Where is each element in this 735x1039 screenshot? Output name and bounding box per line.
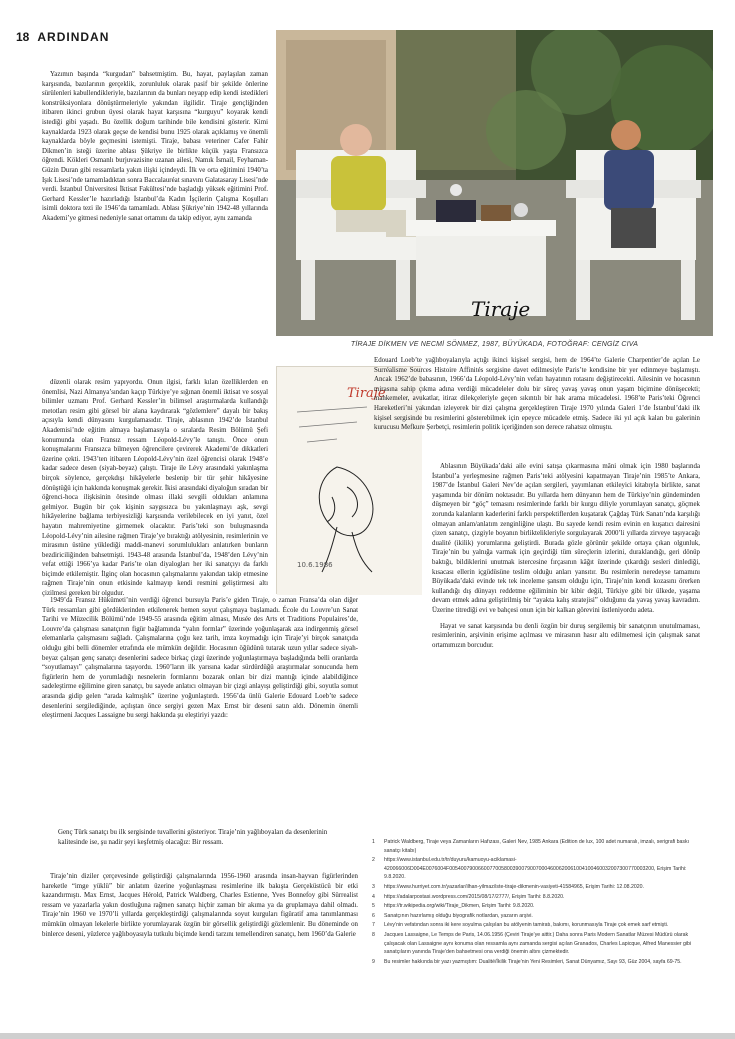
section-title: ARDINDAN [37, 30, 110, 44]
paragraph: düzenli olarak resim yapıyordu. Onun ilgisi, farklı kılan özelliklerden en önemlisi, Nazi Almanya’sından kaçıp Türkiye’ye sığınan önemli iktisat ve sosyal bilimler uzmanı Prof. Gerhard Kessler’in bilimsel araştırmalarda kullandığı metotları resim gibi görsel bir alana kaydırarak “gözlemlere” dayalı bir bakış açısıyla kendi dünyasını kurgulamasıdır. Tiraje, ablasının 1942’de İstanbul Akademisi’nde eğitim almaya başlamasıyla o sıralarda Resim Bölümü Şefi konumunda olan Fransız ressam Léopold-Lévy’le tanıştı. Önce onun konuşmalarını Fransızca bilmeyen öğrencilere çevirerek Akademi’de dikkatleri üzerine çekti. 1943’ten itibaren Léopold-Lévy’nin özel öğrencisi olarak 1948’e kadar sadece desen (siyah-beyaz) çalıştı. Tiraje ile Lévy arasındaki yakınlaşma birçok söylence, gerçekdışı hikâyelerle beslenip bir tür şehir hikâyesine dönüştüğü için hakkında konuşmak gerekir. İkisi arasındaki diyaloğun sıradan bir öğrenci-hoca ilişkisinin ötesinde olması illaki sevgili oldukları anlamına gelmiyor. Bugün bir çok kişinin saygısızca bu yakınlaşmayı aşk, sevgi hikâyelerine bağlama terbiyesizliği karşısında verilebilecek en iyi yanıt, özel hayatın mahremiyetine girmemek olacaktır. Paris’teki son buluşmasında Léopold-Lévy’nin ailesine rağmen Tiraje’ye bıraktığı atölyesinin, resimlerinin ve mirasının üstüne yüklediği maddi-manevi sorumlulukları anlatırken bunların bezdiriciliğinden bahsetmişti. 1943-48 arasında İstanbul’da, 1948’den Lévy’nin vefat ettiği 1966’ya kadar Paris’te olan diyalogları her iki sanatçıyı da farklı biçimde etkilemiştir. İlginç olan hocasının çalışmalarını yakından takip etmesine rağmen Tiraje’nin onun etkisinde kalmayıp kendi resmini geliştirmesi altı çizilmesi gereken bir olgudur. [42, 379, 268, 598]
footnote: 7 Lévy’nin vefatından sonra iki kere soyulma çalışılan bu atölyenin tamiratı, bakımı, korunmasıyla Tiraje çok emek sarf etmişti. [372, 922, 669, 929]
footnote: 2 https://www.istanbul.edu.tr/tr/duyuru/kamuoyu-aciklamasi-420066006D004E0076004F00540079006600770058003900790070004600620061004100460032007300770003200, Erişim Tarihi: 9.8.2020. [372, 857, 687, 881]
paragraph: Edouard Loeb’te yağlıboyalarıyla açtığı ikinci kişisel sergisi, hem de 1964’te Galerie Charpentier’de açılan Le Surréalisme Sources Histoire Affinités sergisine davet edilmesiyle Paris’te kendisine bir yer edinmeye başlamıştı. Ancak 1962’de babasının, 1966’da Léopold-Lévy’nin vefatı hayatının rotasını değiştirecekti. Ailesinin ve hocasının mirasına sahip çıkma adına verdiği mücadeleler dolu bir süreç yavaş yavaş onun yaşam biçimine dönüşecekti; mahkemeler, avukatlar, itiraz dilekçeleriyle geçen sıkıntılı bir hak arama mücadelesi. 1968’te Paris’teki Öğrenci Hareketleri’ni yakından izleyerek bir dizi çalışma gerçekleştiren Tiraje 1970 yılında Galeri 1’de İstanbul’daki ilk kişisel sergisinde bu resimlerini gösterebilmek için epeyce mücadele etmiş. Sadece iki yıl açık kalan bu galerinin kurucusu Mefkure Şerbetçi, resimlerin politik içeriğinden son derece rahatsız olmuştu. [374, 357, 700, 432]
photograph-illustration [276, 30, 713, 336]
footnotes [372, 838, 702, 967]
main-photograph [276, 30, 713, 336]
article-column-right-mid [432, 462, 700, 650]
paragraph: 1949’da Fransız Hükümeti’nin verdiği öğrenci bursuyla Paris’e giden Tiraje, o zaman Fransa’da olan diğer Türk ressamları gibi gördüklerinden etkilenerek hemen soyut çalışmaya başlamadı. École du Louvre’un Sanat Tarihi ve Müzecilik Bölümü’nde 1949-55 arasında eğitim alması, Musée des Arts et Traditions Populaires’de, Louvre’da çalışması sanatçının figür bağlamında “yalın formlar” üzerinde yoğunlaşarak aza indirgenmiş görsel elemanlarla çalışmasını sağladı. Çalışmalarına çoğu kez tarih, imza koymadığı için Tiraje’yi birçok sanatçıda olduğu gibi belli dönemler etrafında ele mümkün değildir. Hocasının öğüdünü tutarak uzun yıllar sadece siyah-beyaz çalışan genç sanatçı desenlerini sadece birkaç çizgi üzerinde yoğunlaştırmaya başladığında belli oranlarda “soyutlamayı” çalışmalarına taşıyordu. 1960’ların ilk yarısına kadar sürdürdüğü araştırmalar sonucunda hem figürlerin hem de yorumladığı nesnelerin formlarını bozarak onları bir dizi mantığı içinde alabildiğince sadeleştirme eğilimine giren sanatçı, bu sayede anlatıcı olmayan bir çizgi anlayışı geliştirdiği gibi, soyutla somut arasında gidip gelen “arada kalmışlık” üzerine yoğunlaştırdı. 1956’da ünlü Galerie Edouard Loeb’te sadece desenlerini sergilediğinde, açılıştan önce sergiyi gezen Max Ernst bir deseni satın aldı. Dönemin önemli eleştirmeni Jacques Lassaigne bu sergi hakkında şu eleştiriyi yazdı: [42, 597, 358, 720]
footnote: 5 https://tr.wikipedia.org/wiki/Tiraje_Dikmen, Erişim Tarihi: 9.8.2020. [372, 903, 535, 910]
paragraph: Tiraje’nin diziler çerçevesinde geliştirdiği çalışmalarında 1956-1960 arasında insan-hayvan figürlerinden hareketle “imge yüklü” bir anlatım üzerine yoğunlaşması resimlerine ilk bakışta Gerçeküstücü bir etki kazandırmıştı. Max Ernst, Jacques Hérold, Patrick Waldberg, Charles Estienne, Yves Bonnefoy gibi Sürrealist ressam ve yazarlarla yakın dostluğuna rağmen sanatçı hiçbir zaman bir akıma ya da gruplamaya dahil olmadı. Tiraje’nin 1960 ve 1970’li yıllarda gerçekleştirdiği çalışmalarında soyut kurguları figüratif ama tanımlanması mümkün olmayan lekelerle birlikte yorumlayarak özgün bir görsellik geliştirdiği gözlemlenir. Bu döneminde on binlerce deseni, yüzlerce yağlıboyasıyla tutkulu biçimde kendi tarzını temellendiren sanatçı, hem 1960’da Galerie [42, 873, 358, 938]
footnote: 1 Patrick Waldberg, Tiraje veya Zamanların Hafızası, Galeri Nev, 1985 Ankara (Edition de lux, 100 adet numaralı, imzalı, serigrafi baskı sanatçı kitabı) [372, 839, 690, 854]
paragraph: Ablasının Büyükada’daki aile evini satışa çıkarmasına mâni olmak için 1980 başlarında İstanbul’a yerleşmesine rağmen Paris’teki atölyesini kapatmayan Tiraje’nin 1985’te Ankara, 1987’de İstanbul Galeri Nev’de açılan sergileri, yayımlanan etkileyici kitabıyla birlikte, sanat yaşamında bir dönüm noktasıdır. Bu yıllarda hem dünyanın hem de Türkiye’nin gündeminden düşmeyen bir “göç” temasını resimlerinde farklı bir kurgu diliyle yorumlayan sanatçı, göçmek zorunda kalanların kaderlerini farklı perspektiflerden kuşatarak Çağdaş Türk Sanatı’nda karşılığı olmayan anlam/anlatım zenginliğine ulaştı. Bu sayede kendi resim evinin en kuşatıcı dairesini çizen sanatçı, çizgiyle boyanın birliktelikleriyle sorgulayarak 2000’li yıllarda zirveye taşıyacağı dualité (ikilik) yorumlarına geliştirdi. Burada gözle görünür şekilde ortaya çıkan olgunluk, Tiraje’nin bu yalnığa varmak için geçirdiği tüm süreçlerin izlerini, duraklandığı, geri dönüp baktığı, bildiklerini unutmak istercesine fırçasının kâğıt üzerinde çıkardığı sesleri dinlediği, kısacası ellerin içgüdüsüne teslim olduğu anları yansıtır. Bu resimlerin neredeyse tamamını Büyükada’daki evinde tek tek inceleme şansım olduğu için, Tiraje’nin kendi kozasını örerken kullandığı dış dünyayı reddetme eğiliminin bir kibir değil, Türkiye gibi bir ülkede, yaşama devam etmek adına geliştirilmiş bir “ayakta kalış stratejisi” olduğunu da yavaş yavaş kavradım. Üzerine titrediği evi ve bahçesi onun için bir kalkan görevini üstleniyordu adeta. [432, 463, 700, 614]
footnote: 3 https://www.hurriyet.com.tr/yazarlar/ilhan-yilmaz/iste-tiraje-dikmenin-vasiyeti-41584965, Erişim Tarihi: 12.08.2020. [372, 883, 644, 890]
page-number: 18 [16, 30, 30, 44]
footnote: 8 Jacques Lassaigne, Le Temps de Paris, 14.06.1956 (Çeviri Tiraje’ye aittir.) Daha sonra Paris Modern Sanatlar Müzesi Müdürü olarak çalışacak olan Lassaigne aynı konuma olan ressamla aynı zamanda sergisi açılan Granados, Charles Lapicque, Alfred Manessier gibi sanatçıların yanında Tiraje’den bahsetmesi ona verdiği önemin altını çizmektedir. [372, 931, 692, 956]
photo-caption: TİRAJE DİKMEN VE NECMİ SÖNMEZ, 1987, BÜYÜKADA, FOTOĞRAF: CENGİZ CIVA [350, 341, 639, 348]
paragraph: Yazımın başında “kurgudan” bahsetmiştim. Bu, hayat, paylaşılan zaman karşısında, bazılarının gerçeklik, zorunluluk olarak pasif bir şekilde önlerine sürülenleri kabullendikleriyle, bazılarının da bunları neyapp edip kendi istedikleri konstrüksiyonlara dönüştürmeleriyle yakından ilgilidir. Tiraje gençliğinden itibaren ikinci grubun üyesi olarak hayat karşısına “kurguyu” koyarak kendi istediği gibi yaşadı. Bu özellik doğum tarihinde bile kendisini gösterir. Kimi kaynaklarda 1923 olarak geçse de kendisi bunu 1925 olarak açıklamış ve önemli kaynaklarda böyle geçmesini istemişti. Tiraje, babası veteriner Cafer Fahir Dikmen’in isteği üzerine ablası Şükriye ile birlikte küçük yaşta Fransızca öğrendi. Kökleri Osmanlı burjuvazisine uzanan ailesi, Namık İsmail, Feyhaman-Güzin Duran gibi ressamlarla yakın ilişki içindeydi. İlk ve orta eğitimini 1940’ta Işık Lisesi’nde tamamladıktan sonra Baccalauréat sınavını Galatasaray Lisesi’nde verdi. İstanbul Üniversitesi İktisat Fakültesi’nde başladığı yüksek eğitimini Prof. Gerhard Kessler’le hazırladığı İstanbul’da Kadın İşçilerin Çalışma Koşulları isimli doktora tezi ile 1946’da tamamladı. Ablası Şükriye’nin 1942-48 yıllarında Akademi’ye gitmesi nedeniyle sanat ortamını da takip ediyor, aynı zamanda [42, 71, 268, 222]
footnote: 6 Sanatçının hazırlamış olduğu biyografik notlardan, yazarın arşivi. [372, 912, 533, 919]
block-quote [58, 828, 348, 847]
footnote: 4 https://adalarpostasi.wordpress.com/2015/08/17/2777/, Erişim Tarihi: 8.8.2020. [372, 893, 565, 900]
article-column-intro [42, 70, 268, 224]
photo-signature: Tiraje [471, 297, 531, 321]
page-header [16, 30, 109, 44]
article-column-lower [42, 596, 358, 721]
sketch-signature: Tiraje [347, 386, 386, 401]
quote-text: Genç Türk sanatçı bu ilk sergisinde tuvallerini gösteriyor. Tiraje’nin yağlıboyaları da desenlerinin kalitesinde ise, şu nadir şeyi keşfetmiş olacağız: Bir ressam. [58, 829, 328, 846]
footnote: 9 Bu resimler hakkında bir yazı yazmıştım: Dualité/İkilik Tiraje’nin Yeni Resimleri, Sanat Dünyamız, Sayı 93, Güz 2004, sayfa 69-75. [372, 958, 682, 965]
article-column-right-top [374, 356, 700, 433]
page-bottom-bar [0, 1033, 735, 1039]
article-column-mid [42, 378, 268, 599]
paragraph: Hayat ve sanat karşısında bu denli özgün bir duruş sergilemiş bir sanatçının unutulmaması, resimlerinin, arşivinin erişime açılması ve mirasının hasır altı edilmemesi için çalışmak sanat ortamımızın borcudur. [432, 622, 700, 649]
sketch-date-note: 10.6.1986 [297, 561, 333, 569]
article-column-after-quote [42, 872, 358, 939]
